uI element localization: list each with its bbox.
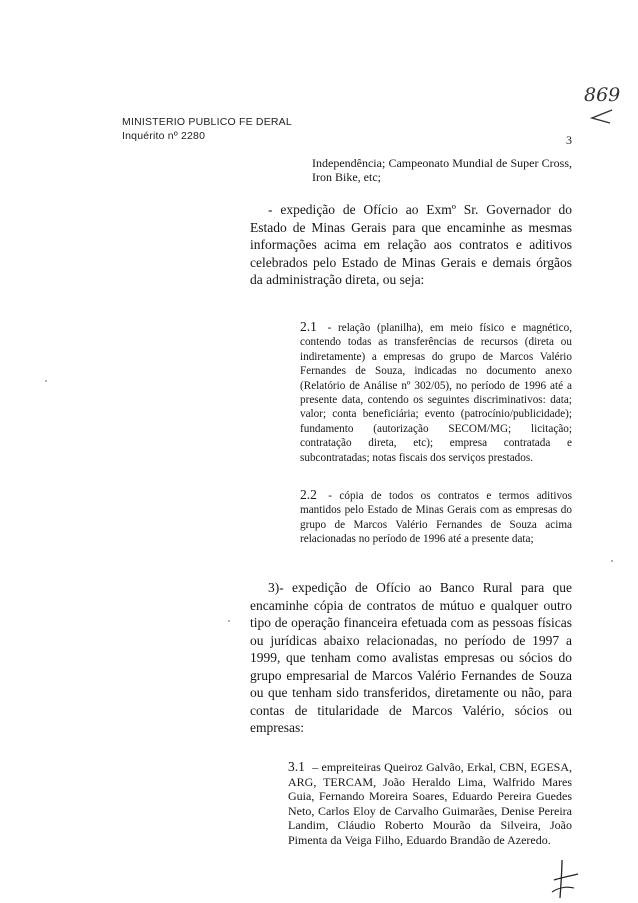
paragraph-text: expedição de Ofício ao Banco Rural para que encaminhe cópia de contratos de mútuo e qualquer outro tipo de operação financeira efetuada com as pessoas físicas ou jurídicas abaixo relacionadas, no período de 1997 a 1999, que tenham como avalistas empresas ou sócios do grupo empresarial de Marcos Valério Fernandes de Souza ou que tenham sido transferidos, diretamente ou não, para contas de titularidade de Marcos Valério, sócios ou empresas: xyxy=(250,580,572,735)
scan-speck xyxy=(611,560,613,562)
ministry-header: MINISTERIO PUBLICO FE DERAL xyxy=(122,116,292,128)
continuation-text: Independência; Campeonato Mundial de Super Cross, Iron Bike, etc; xyxy=(312,156,572,184)
item-marker: - xyxy=(268,202,273,217)
item-text: – empreiteiras Queiroz Galvão, Erkal, CBN, EGESA, ARG, TERCAM, João Heraldo Lima, Walfrido Mares Guia, Fernando Moreira Soares, Eduardo Pereira Guedes Neto, Carlos Eloy de Carvalho Guimarães, Denise Pereira Landim, Cláudio Roberto Mourão da Silveira, João Pimenta da Veiga Filho, Eduardo Brandão de Azeredo. xyxy=(288,760,572,847)
item-number: 2.1 xyxy=(300,319,317,334)
paragraph-governor-office xyxy=(250,201,572,289)
item-text: - relação (planilha), em meio físico e magnético, contendo todas as transferências de recursos (direta ou indiretamente) a empresas do grupo de Marcos Valério Fernandes de Souza, indicadas no documento anexo (Relatório de Análise nº 302/05), no período de 1996 até a presente data, contendo os seguintes discriminativos: data; valor; conta beneficiária; evento (patrocínio/publicidade); fundamento (autorização SECOM/MG; licitação; contratação direta, etc); empresa contratada e subcontratadas; notas fiscais dos serviços prestados. xyxy=(300,322,572,464)
paragraph-text: expedição de Ofício ao Exmº Sr. Governador do Estado de Minas Gerais para que encaminhe as mesmas informações acima em relação aos contratos e aditivos celebrados pelo Estado de Minas Gerais e demais órgãos da administração direta, ou seja: xyxy=(250,202,573,287)
handwritten-initials xyxy=(548,858,582,900)
item-3-1 xyxy=(288,760,572,847)
item-number: 3.1 xyxy=(288,759,305,774)
page-number: 3 xyxy=(566,133,572,147)
paragraph-banco-rural xyxy=(250,579,572,737)
scan-speck xyxy=(228,620,230,622)
item-marker: 3)- xyxy=(268,580,284,595)
scan-speck xyxy=(45,380,47,382)
item-text: - cópia de todos os contratos e termos aditivos mantidos pelo Estado de Minas Gerais com as empresas do grupo de Marcos Valério Fernandes de Souza acima relacionadas no período de 1996 até a presente data; xyxy=(300,490,572,546)
item-2-2 xyxy=(300,488,572,547)
inquiry-number: Inquérito nº 2280 xyxy=(122,130,206,142)
item-number: 2.2 xyxy=(300,487,317,502)
folio-check-mark xyxy=(586,108,620,126)
item-2-1 xyxy=(300,320,572,465)
folio-number: 869 xyxy=(584,84,621,106)
